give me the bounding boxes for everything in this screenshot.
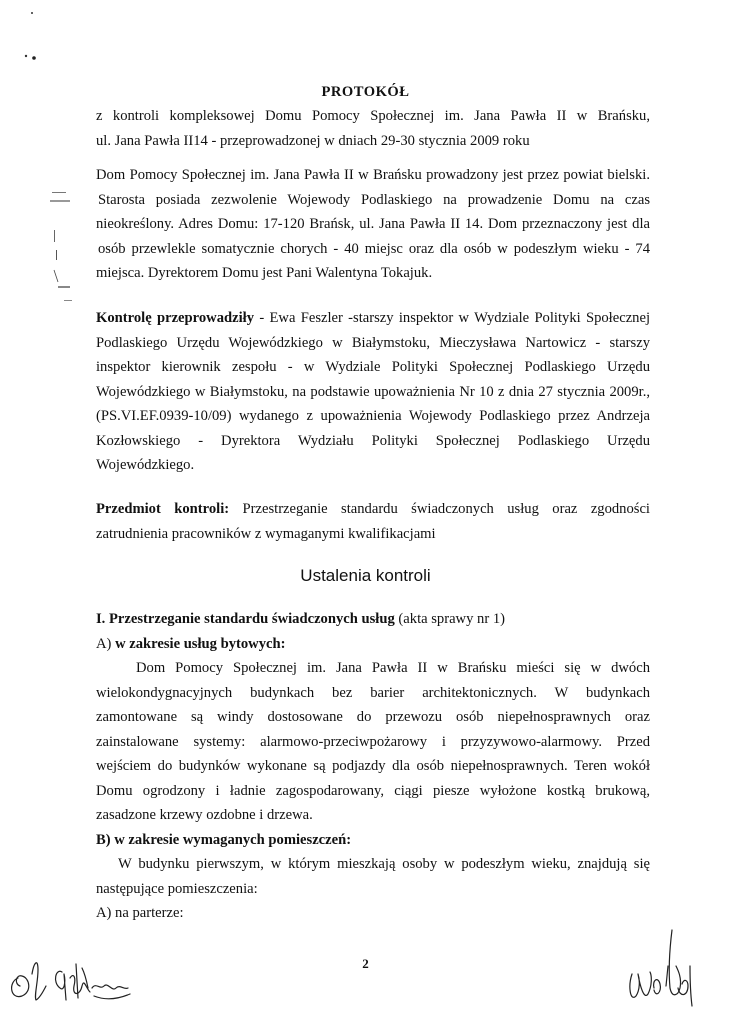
inspectors-paragraph <box>96 306 650 478</box>
subsection-a-prefix: A) <box>96 635 116 652</box>
services-line-5: wejściem do budynków wykonane są podjazdy dla osób niepełnosprawnych. Teren wokół <box>96 758 650 774</box>
document-title: PROTOKÓŁ <box>321 84 410 100</box>
services-line-3: zamontowane są windy dostosowane do przewozu osób niepełnosprawnych oraz <box>96 709 650 725</box>
subject-line-2: zatrudnienia pracowników z wymaganymi kwalifikacjami <box>96 525 436 542</box>
facility-line-5: miejsca. Dyrektorem Domu jest Pani Walentyna Tokajuk. <box>96 265 433 281</box>
intro-line-1: z kontroli kompleksowej Domu Pomocy Społecznej im. Jana Pawła II w Brańsku, <box>96 108 650 124</box>
section-1-heading <box>96 607 650 632</box>
subsection-a-title: w zakresie usług bytowych: <box>115 635 286 652</box>
services-line-6: Domu ogrodzony i ładnie zagospodarowany, ciągi piesze wyłożone kostką brukową, <box>96 782 650 799</box>
margin-stamp-remnant <box>44 190 84 310</box>
ground-floor-heading: A) na parterze: <box>96 905 184 921</box>
facility-paragraph <box>96 163 650 286</box>
subject-line-1 <box>96 497 650 522</box>
inspectors-line-6: Kozłowskiego - Dyrektora Wydziału Polityki Społecznej Podlaskiego Urzędu <box>96 432 650 449</box>
facility-line-1: Dom Pomocy Społecznej im. Jana Pawła II w Brańsku prowadzony jest przez powiat bielski. <box>96 167 650 183</box>
inspectors-line-7: Wojewódzkiego. <box>96 457 195 473</box>
inspectors-line-1 <box>96 306 650 331</box>
subsection-a-heading <box>96 632 650 657</box>
services-line-4: zainstalowane systemy: alarmowo-przeciwpożarowy i przyzywowo-alarmowy. Przed <box>96 733 650 750</box>
rooms-line-2: następujące pomieszczenia: <box>96 880 258 897</box>
section-1-heading-bold: I. Przestrzeganie standardu świadczonych usług <box>96 611 395 627</box>
subject-paragraph <box>96 497 650 546</box>
subsection-b-heading <box>96 828 650 853</box>
scan-artifact-marks <box>22 8 42 68</box>
inspectors-line-1-text: - Ewa Feszler -starszy inspektor w Wydziale Polityki Społecznej <box>254 310 651 326</box>
inspectors-line-5: (PS.VI.EF.0939-10/09) wydanego z upoważnienia Wojewody Podlaskiego przez Andrzeja <box>96 408 650 424</box>
findings-heading: Ustalenia kontroli <box>300 566 431 585</box>
facility-line-4: osób przewlekle somatycznie chorych - 40 miejsc oraz dla osób w podeszłym wieku - 74 <box>98 240 650 257</box>
subject-line-1-text: Przestrzeganie standardu świadczonych usług oraz zgodności <box>229 501 650 517</box>
section-1-heading-rest: (akta sprawy nr 1) <box>394 611 506 627</box>
section-1 <box>96 607 650 926</box>
signature-right <box>618 926 708 1018</box>
intro-line-2: ul. Jana Pawła II14 - przeprowadzonej w dniach 29-30 stycznia 2009 roku <box>96 132 530 149</box>
services-line-1: Dom Pomocy Społecznej im. Jana Pawła II w Brańsku mieści się w dwóch <box>136 660 650 676</box>
inspectors-line-4: Wojewódzkiego w Białymstoku, na podstawie upoważnienia Nr 10 z dnia 27 stycznia 2009r., <box>96 383 650 400</box>
intro-block <box>96 104 650 153</box>
inspectors-line-3: inspektor kierownik zespołu - w Wydziale Polityki Społecznej Podlaskiego Urzędu <box>96 359 650 375</box>
subsection-b-title: B) w zakresie wymaganych pomieszczeń: <box>96 831 352 848</box>
subject-label: Przedmiot kontroli: <box>96 501 230 517</box>
services-line-2: wielokondygnacyjnych budynkach bez barier architektonicznych. W budynkach <box>96 684 650 701</box>
rooms-line-1: W budynku pierwszym, w którym mieszkają osoby w podeszłym wieku, znajdują się <box>118 856 650 872</box>
inspectors-line-2: Podlaskiego Urzędu Wojewódzkiego w Białymstoku, Mieczysława Nartowicz - starszy <box>96 334 650 351</box>
facility-line-3: nieokreślony. Adres Domu: 17-120 Brańsk, ul. Jana Pawła II 14. Dom przeznaczony jest dla <box>96 216 650 232</box>
services-line-7: zasadzone krzewy ozdobne i drzewa. <box>96 807 313 823</box>
facility-line-2: Starosta posiada zezwolenie Wojewody Podlaskiego na prowadzenie Domu na czas <box>98 191 650 208</box>
page-number: 2 <box>362 956 369 971</box>
inspectors-label: Kontrolę przeprowadziły <box>96 310 254 326</box>
signature-left <box>4 938 164 1018</box>
